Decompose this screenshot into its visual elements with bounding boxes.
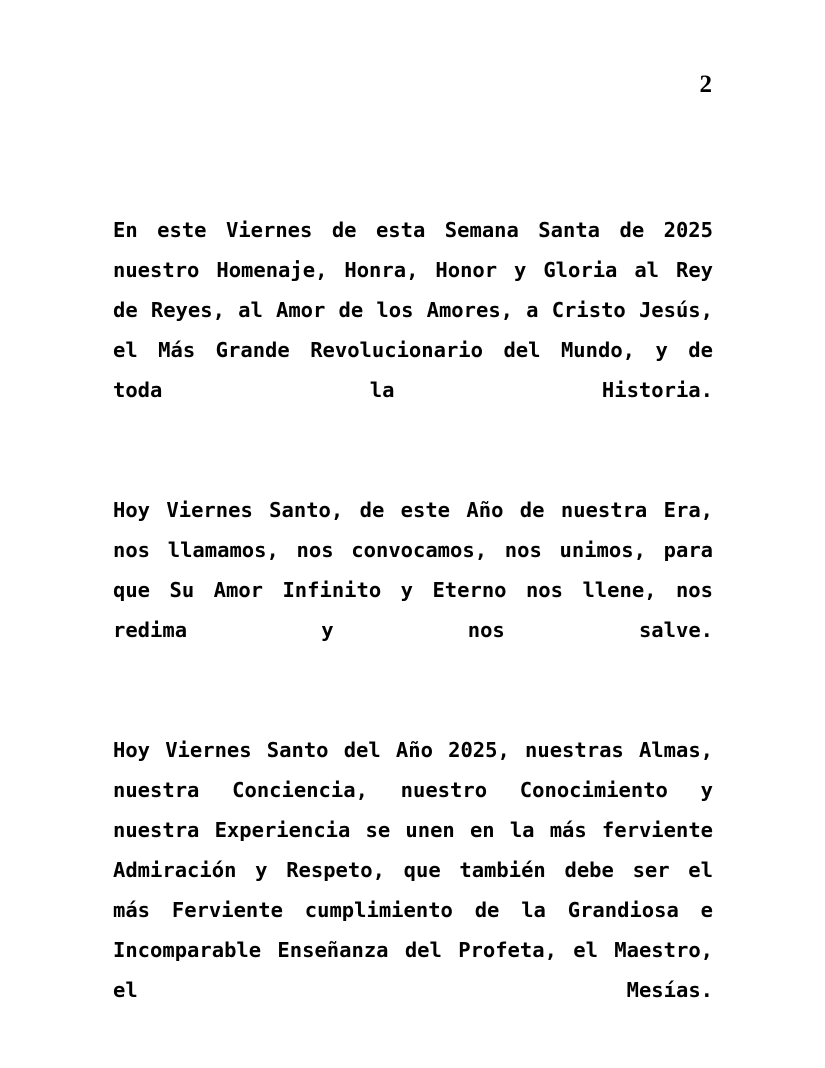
page-number: 2: [699, 71, 712, 98]
document-body: [113, 210, 713, 1050]
paragraph-2: Hoy Viernes Santo, de este Año de nuestra Era, nos llamamos, nos convocamos, nos unimos, para que Su Amor Infinito y Eterno nos llene, nos redima y nos salve.: [113, 498, 713, 642]
paragraph-1: En este Viernes de esta Semana Santa de 2025 nuestro Homenaje, Honra, Honor y Gloria al Rey de Reyes, al Amor de los Amores, a Cristo Jesús, el Más Grande Revolucionario del Mundo, y de toda la Historia.: [113, 218, 713, 402]
paragraph-3: Hoy Viernes Santo del Año 2025, nuestras Almas, nuestra Conciencia, nuestro Conocimiento y nuestra Experiencia se unen en la más ferviente Admiración y Respeto, que también debe ser el más Ferviente cumplimiento de la Grandiosa e Incomparable Enseñanza del Profeta, el Maestro, el Mesías.: [113, 738, 713, 1002]
